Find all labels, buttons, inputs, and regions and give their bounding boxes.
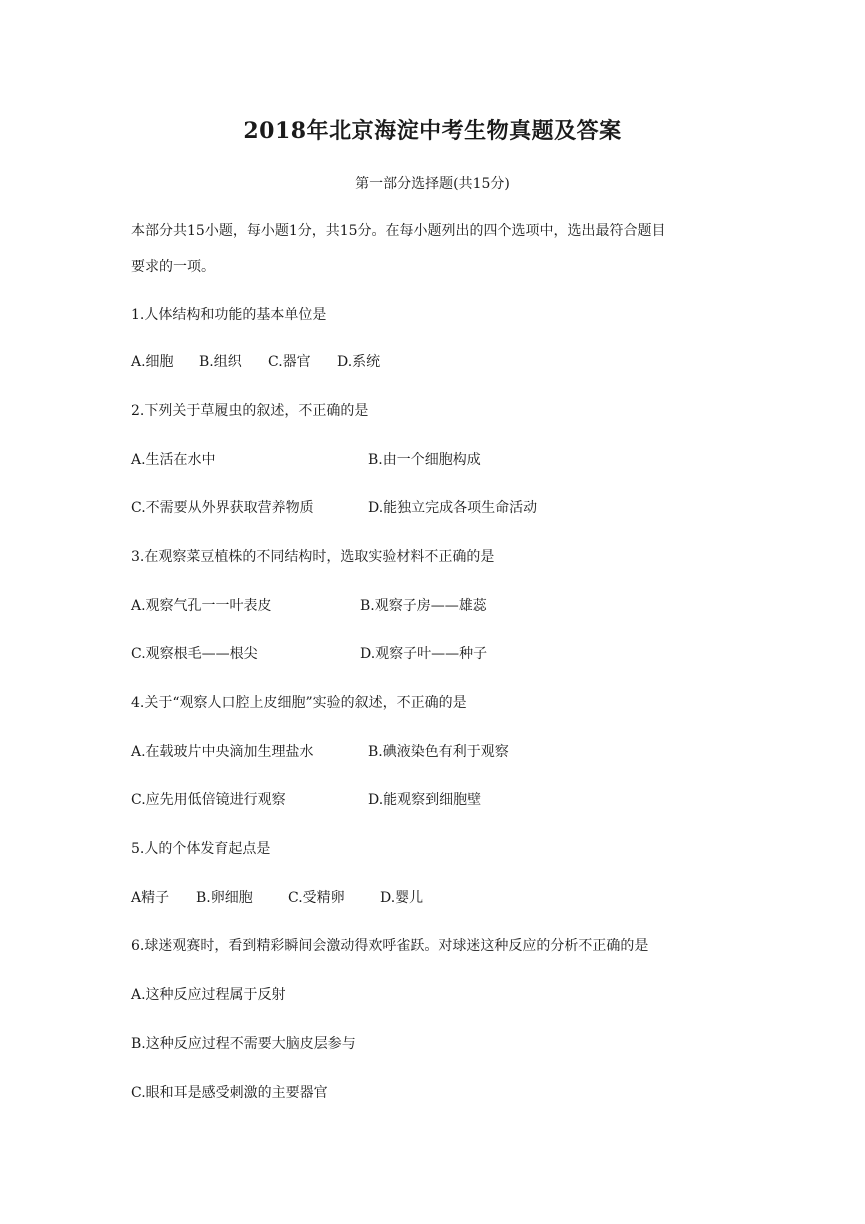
question-2-option-b: B.由一个细胞构成 [368, 452, 481, 468]
question-4-option-c: C.应先用低倍镜进行观察 [131, 792, 286, 808]
intro-line-1: 本部分共15小题，每小题1分，共15分。在每小题列出的四个选项中，选出最符合题目 [131, 223, 666, 239]
question-3-option-c: C.观察根毛——根尖 [131, 646, 258, 662]
question-1-stem: 1.人体结构和功能的基本单位是 [131, 307, 327, 323]
question-5-option-a: A精子 [131, 890, 170, 906]
question-6-stem: 6.球迷观赛时，看到精彩瞬间会激动得欢呼雀跃。对球迷这种反应的分析不正确的是 [131, 938, 649, 954]
question-2-stem: 2.下列关于草履虫的叙述，不正确的是 [131, 403, 369, 419]
intro-line-2: 要求的一项。 [131, 259, 215, 275]
question-4-option-d: D.能观察到细胞壁 [368, 792, 482, 808]
question-3-option-d: D.观察子叶——种子 [360, 646, 488, 662]
question-2-option-d: D.能独立完成各项生命活动 [368, 500, 538, 516]
question-5-option-c: C.受精卵 [288, 890, 345, 906]
question-1-option-d: D.系统 [337, 354, 381, 370]
document-title: 2018年北京海淀中考生物真题及答案 [243, 118, 622, 144]
question-5-option-d: D.婴儿 [380, 890, 424, 906]
question-5-stem: 5.人的个体发育起点是 [131, 841, 271, 857]
question-5-option-b: B.卵细胞 [196, 890, 253, 906]
question-6-option-b: B.这种反应过程不需要大脑皮层参与 [131, 1036, 356, 1052]
question-2-option-a: A.生活在水中 [131, 452, 216, 468]
question-3-option-b: B.观察子房——雄蕊 [360, 598, 487, 614]
section-heading: 第一部分选择题(共15分) [355, 176, 510, 192]
question-4-stem: 4.关于“观察人口腔上皮细胞”实验的叙述，不正确的是 [131, 695, 467, 711]
question-4-option-b: B.碘液染色有利于观察 [368, 744, 509, 760]
question-6-option-c: C.眼和耳是感受刺激的主要器官 [131, 1085, 328, 1101]
question-4-option-a: A.在载玻片中央滴加生理盐水 [131, 744, 314, 760]
question-1-option-a: A.细胞 [131, 354, 174, 370]
question-1-option-b: B.组织 [199, 354, 242, 370]
question-6-option-a: A.这种反应过程属于反射 [131, 987, 286, 1003]
question-1-option-c: C.器官 [268, 354, 311, 370]
question-3-option-a: A.观察气孔一一叶表皮 [131, 598, 272, 614]
question-3-stem: 3.在观察菜豆植株的不同结构时，选取实验材料不正确的是 [131, 549, 495, 565]
question-2-option-c: C.不需要从外界获取营养物质 [131, 500, 314, 516]
